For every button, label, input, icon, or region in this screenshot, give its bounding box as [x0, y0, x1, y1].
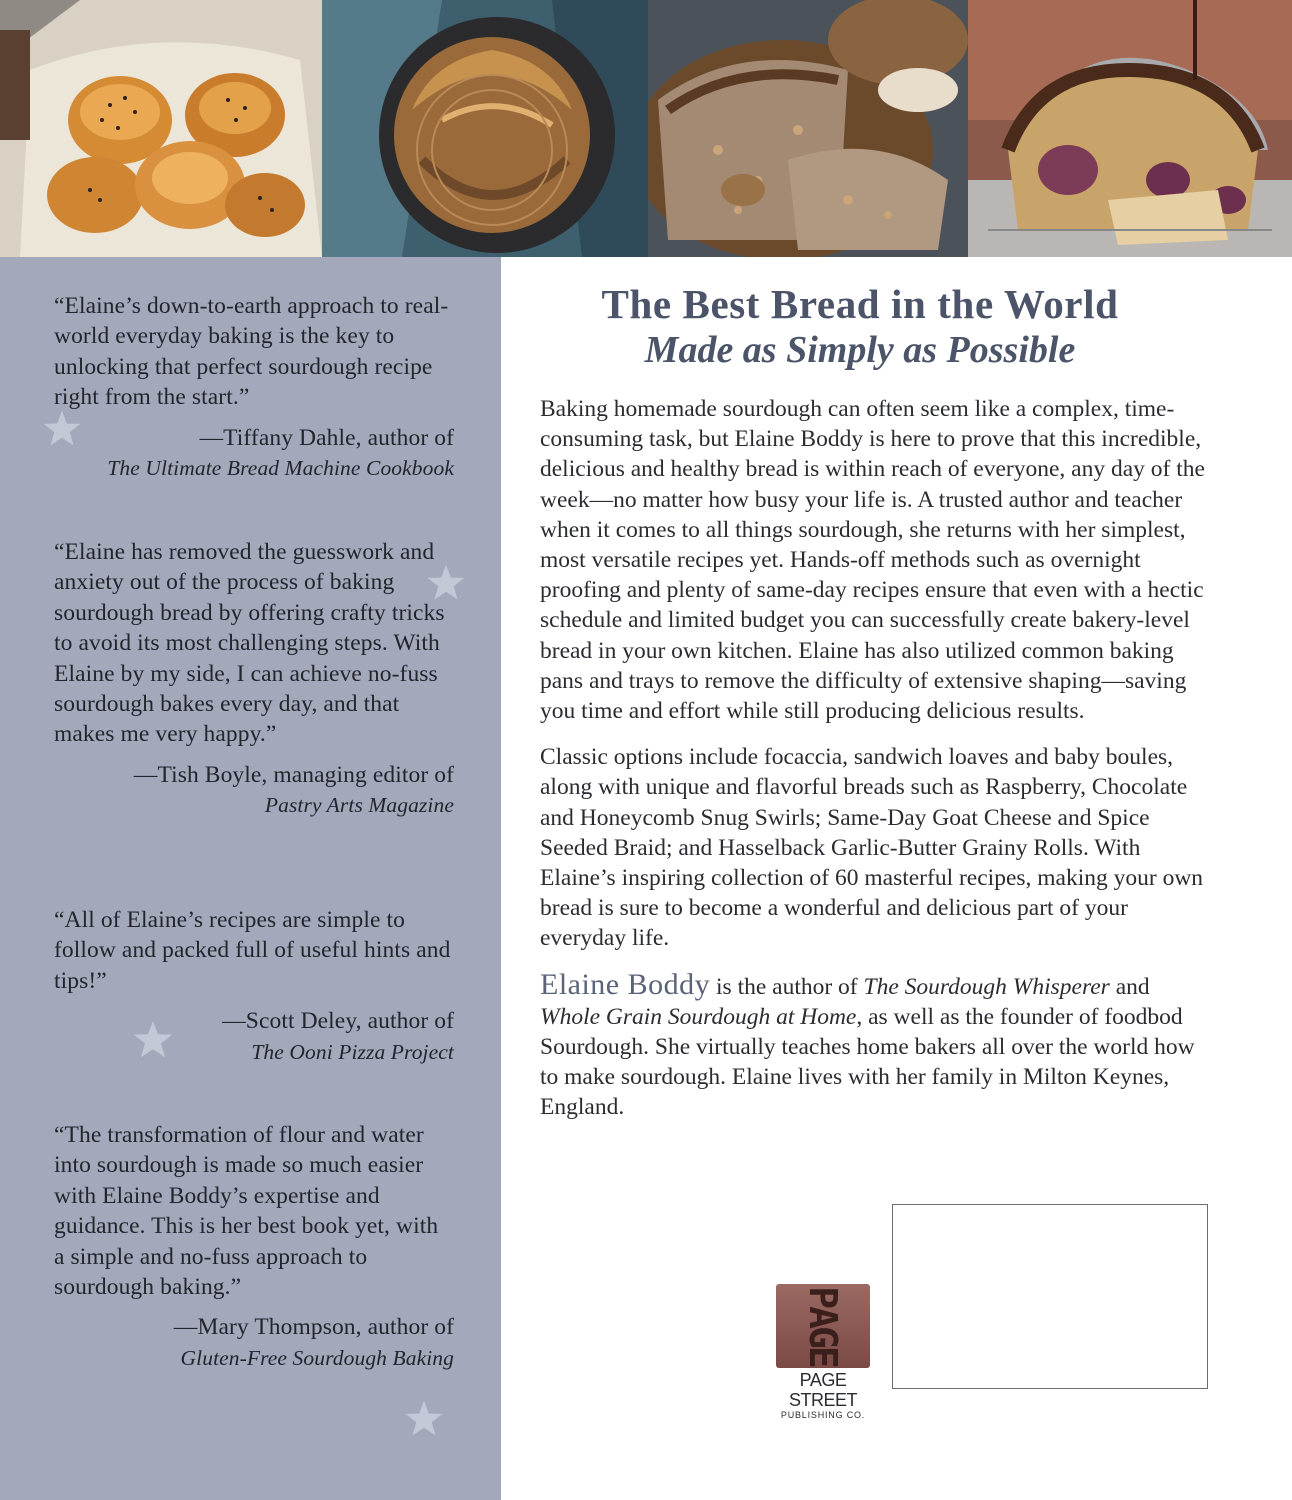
- publisher-logo: [774, 1284, 872, 1421]
- description-paragraph: Baking homemade sourdough can often seem like a complex, time-consuming task, but Elaine Boddy is here to prove that this incredible, delicious and healthy bread is within reach of everyone, any day of the week—no matter how busy your life is. A trusted author and teacher when it comes to all things sourdough, she returns with her simplest, most versatile recipes yet. Hands-off methods such as overnight proofing and plenty of same-day recipes ensure that even with a hectic schedule and limited budget you can successfully create bakery-level bread in your own kitchen. Elaine has also utilized common baking pans and trays to remove the difficulty of extensive shaping—saving you time and effort while still producing delicious results.: [540, 396, 1205, 725]
- endorsement-quote: [54, 1120, 454, 1373]
- photo-strip: [0, 0, 1292, 257]
- quote-book-title: Pastry Arts Magazine: [264, 793, 454, 818]
- book-headline: The Best Bread in the World: [601, 281, 1119, 327]
- bundt-cake-photo: [968, 0, 1292, 257]
- quote-attribution: —Tiffany Dahle, author of: [199, 424, 454, 451]
- author-bio: [540, 967, 1200, 1123]
- author-bio-text: is the author of: [710, 973, 864, 1000]
- quote-attribution: —Scott Deley, author of: [222, 1008, 454, 1035]
- quote-text: “All of Elaine’s recipes are simple to follow and packed full of useful hints and tips!”: [54, 907, 451, 994]
- endorsement-quote: [54, 905, 454, 1067]
- quote-attribution: —Tish Boyle, managing editor of: [133, 761, 454, 788]
- walnut-bread-photo: [648, 0, 968, 257]
- author-bio-text: , as well as the founder of foodbod Sourdough. She virtually teaches home bakers all over the world how to make sourdough. Elaine lives with her family in Milton Keynes, England.: [540, 1003, 1195, 1121]
- star-icon: [402, 1397, 446, 1441]
- description-paragraph: Classic options include focaccia, sandwich loaves and baby boules, along with unique and flavorful breads such as Raspberry, Chocolate and Honeycomb Snug Swirls; Same-Day Goat Cheese and Spice Seeded Braid; and Hasselback Garlic-Butter Grainy Rolls. With Elaine’s inspiring collection of 60 masterful recipes, making your own bread is sure to become a wonderful and delicious part of your everyday life.: [540, 744, 1204, 952]
- endorsement-quote: [54, 291, 454, 483]
- quote-attribution: —Mary Thompson, author of: [173, 1314, 454, 1341]
- author-book-title: Whole Grain Sourdough at Home: [540, 1003, 857, 1030]
- book-description: [540, 280, 1220, 1123]
- endorsement-quote: [54, 537, 454, 821]
- round-loaf-photo: [322, 0, 648, 257]
- barcode-box: [892, 1204, 1208, 1389]
- quote-book-title: Gluten-Free Sourdough Baking: [180, 1345, 454, 1370]
- author-name: Elaine Boddy: [540, 967, 711, 1001]
- book-subheadline: Made as Simply as Possible: [644, 329, 1076, 371]
- author-book-title: The Sourdough Whisperer: [863, 973, 1110, 1000]
- endorsements-panel: [0, 257, 501, 1500]
- quote-book-title: The Ooni Pizza Project: [251, 1039, 454, 1064]
- publisher-mark-icon: PAGE: [776, 1284, 870, 1368]
- quote-text: “The transformation of flour and water into sourdough is made so much easier with Elaine Boddy’s expertise and guidance. This is her best book yet, with a simple and no-fuss approach to sourdough baking.”: [54, 1122, 439, 1301]
- publisher-subtitle: PUBLISHING CO.: [780, 1410, 866, 1420]
- quote-text: “Elaine’s down-to-earth approach to real-world everyday baking is the key to unlocking that perfect sourdough recipe right from the start.”: [54, 293, 449, 411]
- quote-book-title: The Ultimate Bread Machine Cookbook: [107, 456, 454, 481]
- author-bio-text: and: [1109, 973, 1150, 1000]
- publisher-name: PAGE STREET: [788, 1370, 857, 1410]
- rolls-basket-photo: [0, 0, 322, 257]
- quote-text: “Elaine has removed the guesswork and anxiety out of the process of baking sourdough bread by offering crafty tricks to avoid its most challenging steps. With Elaine by my side, I can achieve no-fuss sourdough bakes every day, and that makes me very happy.”: [54, 539, 445, 748]
